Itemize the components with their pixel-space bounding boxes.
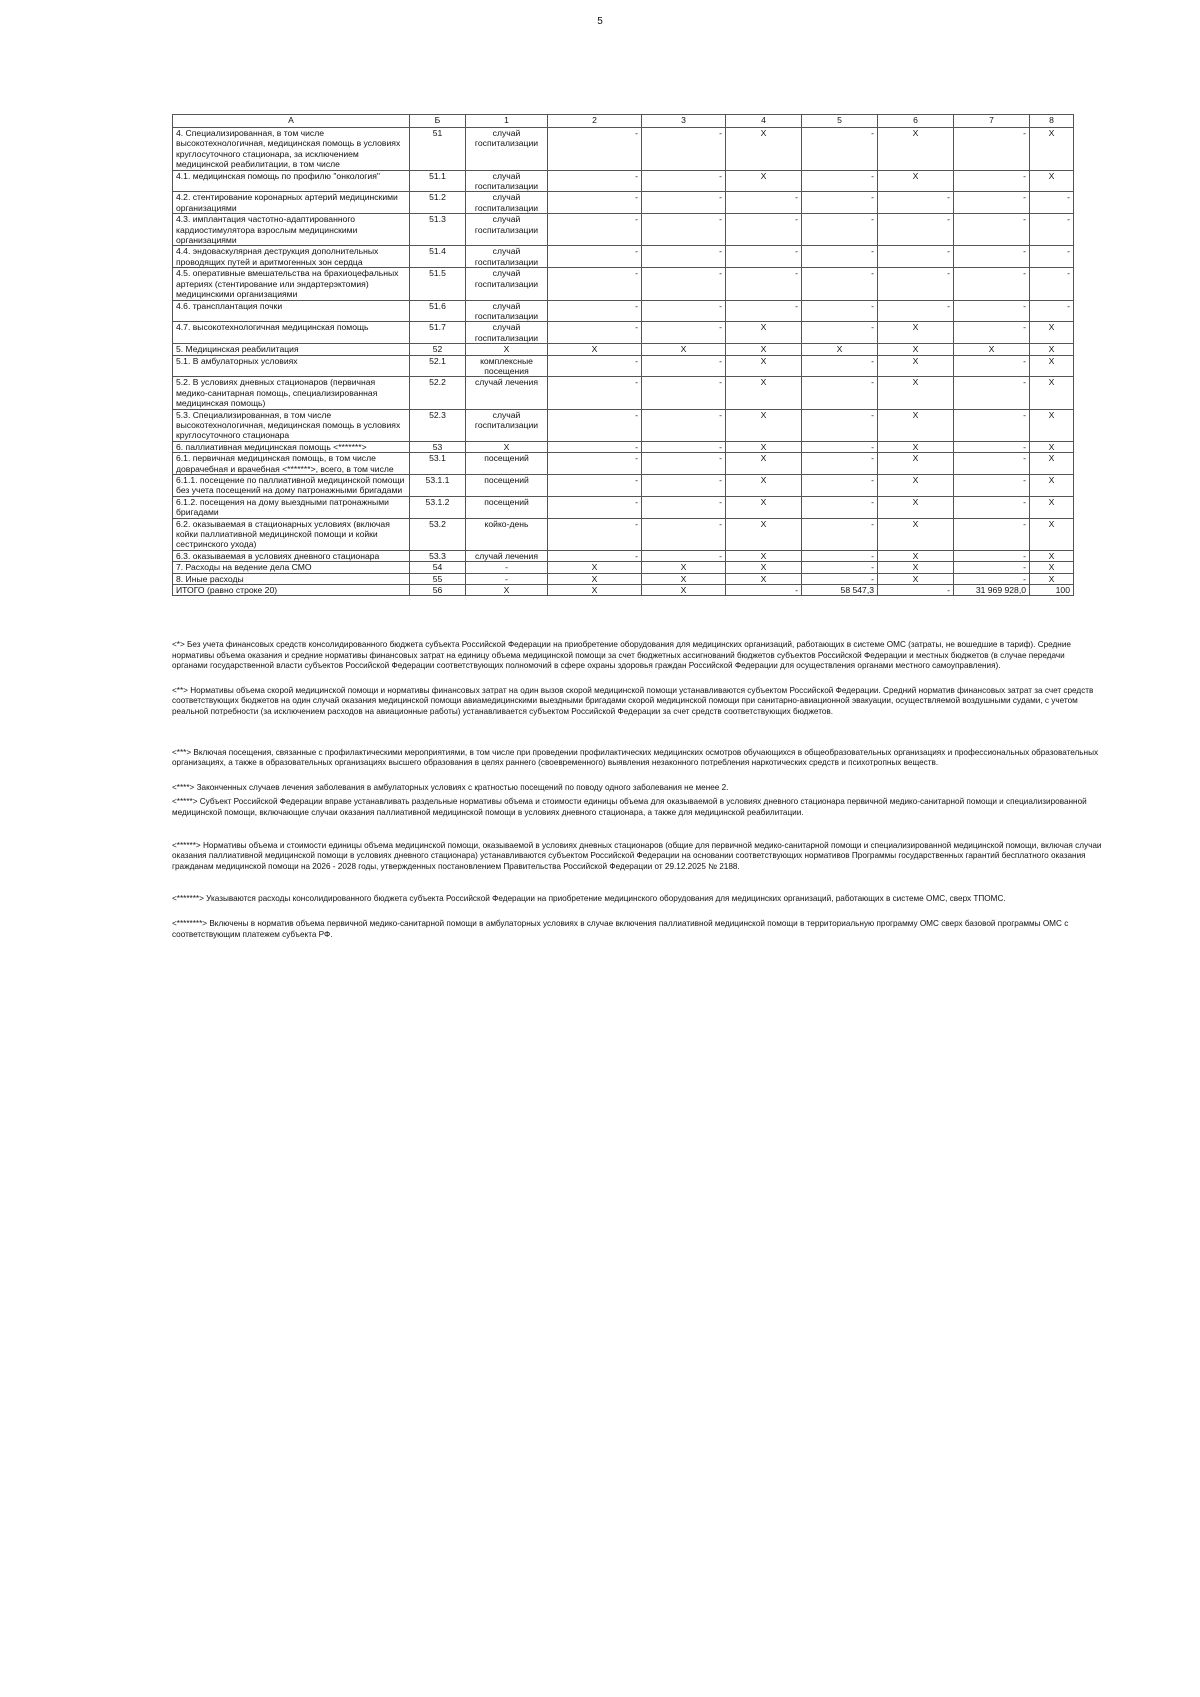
table-cell-code: 53.1.1 <box>410 475 466 497</box>
table-cell-code: 52 <box>410 344 466 355</box>
table-cell-c3: - <box>642 453 726 475</box>
table-cell-c3: - <box>642 322 726 344</box>
table-cell-code: 53.2 <box>410 518 466 550</box>
table-cell-c4: X <box>726 355 802 377</box>
footnote: <*****> Субъект Российской Федерации вправе устанавливать раздельные нормативы объема и стоимости единицы объема для оказываемой в условиях дневного стационара первичной медико-санитарной помощи и специализированной медицинской помощи, включающие случаи оказания паллиативной медицинской помощи в условиях дневного стационара, а также для медицинской реабилитации. <box>172 797 1087 817</box>
table-cell-c2: - <box>548 214 642 246</box>
table-cell-c3: - <box>642 441 726 452</box>
table-cell-c6: X <box>878 475 954 497</box>
table-cell-c8: X <box>1030 344 1074 355</box>
table-cell-c8: X <box>1030 128 1074 171</box>
table-row <box>173 192 1074 214</box>
table-cell-c7: - <box>954 441 1030 452</box>
table-cell-c5: - <box>802 453 878 475</box>
table-cell-c8: 100 <box>1030 585 1074 596</box>
table-cell-name: 4.5. оперативные вмешательства на брахиоцефальных артериях (стентирование или эндартерэктомия) медицинскими организациями <box>173 268 410 300</box>
table-row <box>173 496 1074 518</box>
table-cell-c3: - <box>642 496 726 518</box>
table-cell-c6: - <box>878 192 954 214</box>
table-cell-name: 6.1.2. посещения на дому выездными патронажными бригадами <box>173 496 410 518</box>
table-cell-c5: - <box>802 475 878 497</box>
table-cell-c2: - <box>548 453 642 475</box>
table-cell-c3: - <box>642 128 726 171</box>
table-cell-code: 51.5 <box>410 268 466 300</box>
table-cell-c7: - <box>954 550 1030 561</box>
table-cell-unit: посещений <box>466 475 548 497</box>
table-cell-c4: X <box>726 562 802 573</box>
table-cell-unit: случай госпитализации <box>466 268 548 300</box>
table-cell-c8: X <box>1030 550 1074 561</box>
table-cell-unit: случай госпитализации <box>466 192 548 214</box>
column-header: 1 <box>466 115 548 128</box>
table-cell-c2: - <box>548 496 642 518</box>
column-header: 7 <box>954 115 1030 128</box>
table-cell-c7: - <box>954 300 1030 322</box>
table-cell-c2: X <box>548 562 642 573</box>
table-cell-unit: - <box>466 562 548 573</box>
table-cell-c5: - <box>802 441 878 452</box>
table-cell-code: 52.2 <box>410 377 466 409</box>
table-cell-c5: - <box>802 518 878 550</box>
footnote: <****> Законченных случаев лечения заболевания в амбулаторных условиях с кратностью посещений по поводу одного заболевания не менее 2. <box>172 782 729 792</box>
column-header: Б <box>410 115 466 128</box>
table-cell-c6: - <box>878 268 954 300</box>
table-body <box>173 128 1074 596</box>
table-cell-c8: X <box>1030 475 1074 497</box>
table-cell-c3: - <box>642 409 726 441</box>
table-cell-c2: X <box>548 585 642 596</box>
table-cell-name: 5. Медицинская реабилитация <box>173 344 410 355</box>
table-cell-unit: случай лечения <box>466 550 548 561</box>
table-cell-c7: - <box>954 562 1030 573</box>
table-cell-code: 54 <box>410 562 466 573</box>
table-cell-c8: X <box>1030 322 1074 344</box>
table-cell-c3: X <box>642 344 726 355</box>
table-cell-c8: X <box>1030 518 1074 550</box>
table-cell-c5: - <box>802 214 878 246</box>
table-cell-c8: - <box>1030 192 1074 214</box>
table-row <box>173 246 1074 268</box>
table-cell-unit: случай госпитализации <box>466 300 548 322</box>
table-cell-unit: случай госпитализации <box>466 214 548 246</box>
table-cell-c8: X <box>1030 496 1074 518</box>
footnote: <********> Включены в норматив объема первичной медико-санитарной помощи в амбулаторных условиях в случае включения паллиативной медицинской помощи в территориальную программу ОМС сверх базовой программы ОМС с соответствующим платежем субъекта РФ. <box>172 918 1069 939</box>
table-cell-unit: - <box>466 573 548 584</box>
table-cell-code: 51 <box>410 128 466 171</box>
table-cell-c5: - <box>802 170 878 192</box>
table-row <box>173 441 1074 452</box>
column-header: 6 <box>878 115 954 128</box>
table-cell-c5: - <box>802 573 878 584</box>
table-cell-code: 56 <box>410 585 466 596</box>
footnote: <*> Без учета финансовых средств консолидированного бюджета субъекта Российской Федерации на приобретение оборудования для медицинских организаций, работающих в системе ОМС (затраты, не вошедшие в тариф). Средние нормативы объема оказания и средние нормативы финансовых затрат на единицу объема медицинской помощи за счет бюджетных ассигнований бюджетов субъектов Российской Федерации и местных бюджетов (в случае передачи органами государственной власти субъектов Российской Федерации соответствующих полномочий в сфере охраны здоровья граждан Российской Федерации для осуществления органами местного самоуправления). <box>172 640 1071 671</box>
table-cell-name: 5.2. В условиях дневных стационаров (первичная медико-санитарная помощь, специализированная медицинская помощь) <box>173 377 410 409</box>
table-cell-unit: X <box>466 441 548 452</box>
table-cell-c4: X <box>726 322 802 344</box>
table-cell-c7: - <box>954 475 1030 497</box>
table-cell-name: 8. Иные расходы <box>173 573 410 584</box>
table-cell-name: 6.2. оказываемая в стационарных условиях (включая койки паллиативной медицинской помощи и койки сестринского ухода) <box>173 518 410 550</box>
table-cell-c5: 58 547,3 <box>802 585 878 596</box>
normatives-table <box>172 114 1074 596</box>
table-cell-c6: X <box>878 409 954 441</box>
table-cell-c7: X <box>954 344 1030 355</box>
table-cell-c4: X <box>726 518 802 550</box>
table-cell-c7: - <box>954 246 1030 268</box>
table-cell-c3: - <box>642 214 726 246</box>
table-cell-unit: случай госпитализации <box>466 409 548 441</box>
table-cell-c2: X <box>548 344 642 355</box>
table-row <box>173 573 1074 584</box>
table-cell-code: 51.6 <box>410 300 466 322</box>
table-cell-code: 51.2 <box>410 192 466 214</box>
table-cell-c2: - <box>548 409 642 441</box>
table-cell-c2: - <box>548 475 642 497</box>
table-cell-c4: - <box>726 268 802 300</box>
table-cell-c6: X <box>878 128 954 171</box>
table-cell-c6: X <box>878 453 954 475</box>
table-cell-unit: X <box>466 344 548 355</box>
table-cell-c8: X <box>1030 441 1074 452</box>
table-cell-code: 53 <box>410 441 466 452</box>
table-cell-c6: - <box>878 246 954 268</box>
table-cell-c7: - <box>954 355 1030 377</box>
table-cell-c5: - <box>802 322 878 344</box>
table-cell-name: 6.1. первичная медицинская помощь, в том числе доврачебная и врачебная <*******>, всего, в том числе <box>173 453 410 475</box>
table-cell-unit: комплексные посещения <box>466 355 548 377</box>
table-cell-name: 4.2. стентирование коронарных артерий медицинскими организациями <box>173 192 410 214</box>
table-cell-name: 4.7. высокотехнологичная медицинская помощь <box>173 322 410 344</box>
table-cell-c5: - <box>802 496 878 518</box>
table-cell-unit: посещений <box>466 496 548 518</box>
table-cell-c4: X <box>726 344 802 355</box>
table-cell-c6: X <box>878 170 954 192</box>
table-row <box>173 562 1074 573</box>
table-cell-c5: X <box>802 344 878 355</box>
table-cell-code: 53.3 <box>410 550 466 561</box>
table-cell-c3: X <box>642 585 726 596</box>
table-cell-c4: - <box>726 300 802 322</box>
table-cell-c2: - <box>548 377 642 409</box>
table-cell-c2: - <box>548 246 642 268</box>
table-cell-unit: посещений <box>466 453 548 475</box>
table-cell-c3: - <box>642 475 726 497</box>
table-cell-c8: X <box>1030 562 1074 573</box>
table-cell-name: ИТОГО (равно строке 20) <box>173 585 410 596</box>
table-cell-c7: - <box>954 518 1030 550</box>
table-cell-c4: X <box>726 377 802 409</box>
table-cell-name: 5.3. Специализированная, в том числе высокотехнологичная, медицинская помощь в условиях круглосуточного стационара <box>173 409 410 441</box>
table-cell-c6: - <box>878 300 954 322</box>
table-cell-c4: - <box>726 214 802 246</box>
table-cell-c5: - <box>802 355 878 377</box>
table-cell-name: 7. Расходы на ведение дела СМО <box>173 562 410 573</box>
table-cell-c5: - <box>802 268 878 300</box>
table-cell-c6: X <box>878 518 954 550</box>
table-cell-c3: - <box>642 377 726 409</box>
table-cell-name: 6.1.1. посещение по паллиативной медицинской помощи без учета посещений на дому патронажными бригадами <box>173 475 410 497</box>
table-cell-c8: X <box>1030 377 1074 409</box>
table-cell-c3: - <box>642 355 726 377</box>
table-cell-name: 4.1. медицинская помощь по профилю "онкология" <box>173 170 410 192</box>
column-header: 5 <box>802 115 878 128</box>
table-cell-code: 53.1 <box>410 453 466 475</box>
table-cell-code: 51.1 <box>410 170 466 192</box>
table-row <box>173 475 1074 497</box>
table-cell-c7: - <box>954 409 1030 441</box>
table-row <box>173 409 1074 441</box>
table-cell-c5: - <box>802 246 878 268</box>
table-row <box>173 128 1074 171</box>
column-header: 3 <box>642 115 726 128</box>
table-cell-code: 53.1.2 <box>410 496 466 518</box>
table-cell-code: 51.4 <box>410 246 466 268</box>
table-cell-c7: 31 969 928,0 <box>954 585 1030 596</box>
table-cell-c8: X <box>1030 573 1074 584</box>
table-cell-c7: - <box>954 573 1030 584</box>
table-cell-c6: X <box>878 322 954 344</box>
table-header-row <box>173 115 1074 128</box>
table-cell-unit: случай госпитализации <box>466 246 548 268</box>
table-row <box>173 268 1074 300</box>
table-cell-name: 6. паллиативная медицинская помощь <*******> <box>173 441 410 452</box>
table-cell-c4: - <box>726 246 802 268</box>
table-row <box>173 550 1074 561</box>
table-cell-name: 5.1. В амбулаторных условиях <box>173 355 410 377</box>
table-cell-code: 51.7 <box>410 322 466 344</box>
table-row <box>173 585 1074 596</box>
table-cell-c4: - <box>726 585 802 596</box>
table-cell-c4: X <box>726 496 802 518</box>
footnote: <*******> Указываются расходы консолидированного бюджета субъекта Российской Федерации на приобретение медицинского оборудования для медицинских организаций, работающих в системе ОМС, сверх ТПОМС. <box>172 894 1006 904</box>
table-cell-c4: X <box>726 409 802 441</box>
table-cell-c3: - <box>642 192 726 214</box>
footnote: <***> Включая посещения, связанные с профилактическими мероприятиями, в том числе при проведении профилактических медицинских осмотров обучающихся в общеобразовательных организациях и профессиональных образовательных организациях, а также в образовательных организациях высшего образования в целях раннего (своевременного) выявления незаконного потребления наркотических средств и психотропных веществ. <box>172 747 1099 768</box>
table-cell-code: 51.3 <box>410 214 466 246</box>
table-cell-c4: - <box>726 192 802 214</box>
table-cell-c8: - <box>1030 268 1074 300</box>
table-cell-c2: - <box>548 300 642 322</box>
table-cell-c6: X <box>878 344 954 355</box>
table-cell-c7: - <box>954 322 1030 344</box>
table-cell-c2: - <box>548 128 642 171</box>
table-cell-c8: X <box>1030 409 1074 441</box>
table-cell-c6: X <box>878 377 954 409</box>
table-cell-c4: X <box>726 453 802 475</box>
table-cell-code: 55 <box>410 573 466 584</box>
table-row <box>173 518 1074 550</box>
table-cell-c3: - <box>642 550 726 561</box>
table-row <box>173 377 1074 409</box>
table-cell-name: 4.6. трансплантация почки <box>173 300 410 322</box>
table-cell-c5: - <box>802 192 878 214</box>
page-number: 5 <box>597 16 603 27</box>
table-cell-c2: - <box>548 550 642 561</box>
table-cell-c2: - <box>548 355 642 377</box>
table-cell-c3: - <box>642 518 726 550</box>
column-header: 8 <box>1030 115 1074 128</box>
table-cell-unit: случай госпитализации <box>466 322 548 344</box>
table-cell-c8: X <box>1030 355 1074 377</box>
table-cell-c7: - <box>954 453 1030 475</box>
table-cell-c6: X <box>878 441 954 452</box>
table-cell-c6: - <box>878 585 954 596</box>
table-cell-c7: - <box>954 128 1030 171</box>
table-cell-c3: - <box>642 268 726 300</box>
table-cell-c2: - <box>548 192 642 214</box>
table-cell-c3: X <box>642 573 726 584</box>
table-cell-c6: X <box>878 550 954 561</box>
table-cell-c8: - <box>1030 246 1074 268</box>
table-cell-c5: - <box>802 550 878 561</box>
table-cell-c3: - <box>642 246 726 268</box>
table-cell-c5: - <box>802 300 878 322</box>
table-cell-c4: X <box>726 441 802 452</box>
table-cell-c3: X <box>642 562 726 573</box>
table-cell-c5: - <box>802 409 878 441</box>
table-cell-c6: X <box>878 562 954 573</box>
table-cell-c6: X <box>878 355 954 377</box>
table-cell-c3: - <box>642 170 726 192</box>
table-cell-c7: - <box>954 496 1030 518</box>
table-cell-name: 4.4. эндоваскулярная деструкция дополнительных проводящих путей и аритмогенных зон сердца <box>173 246 410 268</box>
table-cell-c3: - <box>642 300 726 322</box>
table-cell-c2: - <box>548 518 642 550</box>
table-cell-code: 52.3 <box>410 409 466 441</box>
table-cell-c7: - <box>954 170 1030 192</box>
table-cell-c8: - <box>1030 300 1074 322</box>
table-cell-c7: - <box>954 268 1030 300</box>
table-row <box>173 170 1074 192</box>
table-cell-c2: - <box>548 268 642 300</box>
table-cell-c4: X <box>726 475 802 497</box>
table-cell-c4: X <box>726 128 802 171</box>
table-row <box>173 355 1074 377</box>
table-row <box>173 344 1074 355</box>
table-cell-c6: X <box>878 496 954 518</box>
table-row <box>173 453 1074 475</box>
table-cell-c8: X <box>1030 453 1074 475</box>
table-row <box>173 300 1074 322</box>
table-cell-unit: случай лечения <box>466 377 548 409</box>
table-cell-name: 4.3. имплантация частотно-адаптированного кардиостимулятора взрослым медицинскими организациями <box>173 214 410 246</box>
table-cell-name: 4. Специализированная, в том числе высокотехнологичная, медицинская помощь в условиях круглосуточного стационара, за исключением медицинской реабилитации, в том числе <box>173 128 410 171</box>
footnote: <**> Нормативы объема скорой медицинской помощи и нормативы финансовых затрат на один вызов скорой медицинской помощи устанавливаются субъектом Российской Федерации. Средний норматив финансовых затрат за счет средств соответствующих бюджетов на один случай оказания медицинской помощи авиамедицинскими выездными бригадами скорой медицинской помощи при санитарно-авиационной эвакуации, осуществляемой воздушными судами, с учетом реальной потребности (за исключением расходов на авиационные работы) устанавливается субъектом Российской Федерации за счет средств соответствующих бюджетов. <box>172 685 1094 716</box>
table-cell-c8: X <box>1030 170 1074 192</box>
table-cell-c2: - <box>548 441 642 452</box>
column-header: 2 <box>548 115 642 128</box>
table-cell-c4: X <box>726 573 802 584</box>
table-cell-unit: X <box>466 585 548 596</box>
table-cell-code: 52.1 <box>410 355 466 377</box>
table-row <box>173 322 1074 344</box>
table-cell-c2: - <box>548 322 642 344</box>
table-cell-c5: - <box>802 128 878 171</box>
table-cell-c7: - <box>954 377 1030 409</box>
table-cell-c4: X <box>726 170 802 192</box>
table-cell-unit: койко-день <box>466 518 548 550</box>
table-cell-c6: X <box>878 573 954 584</box>
footnote: <******> Нормативы объема и стоимости единицы объема медицинской помощи, оказываемой в условиях дневных стационаров (общие для первичной медико-санитарной помощи и специализированной медицинской помощи, включая случаи оказания паллиативной медицинской помощи в условиях дневного стационара) устанавливаются субъектом Российской Федерации на основании соответствующих нормативов Программы государственных гарантий бесплатного оказания гражданам медицинской помощи на 2026 - 2028 годы, утвержденных постановлением Правительства Российской Федерации от 29.12.2025 № 2188. <box>172 840 1102 871</box>
table-cell-unit: случай госпитализации <box>466 170 548 192</box>
table-cell-name: 6.3. оказываемая в условиях дневного стационара <box>173 550 410 561</box>
table-cell-c5: - <box>802 377 878 409</box>
table-cell-c7: - <box>954 192 1030 214</box>
table-row <box>173 214 1074 246</box>
table-cell-c2: X <box>548 573 642 584</box>
column-header: 4 <box>726 115 802 128</box>
table-cell-c6: - <box>878 214 954 246</box>
table-cell-c8: - <box>1030 214 1074 246</box>
column-header: А <box>173 115 410 128</box>
table-cell-c5: - <box>802 562 878 573</box>
table-cell-c4: X <box>726 550 802 561</box>
table-cell-c7: - <box>954 214 1030 246</box>
footnotes <box>172 640 1102 940</box>
table-cell-unit: случай госпитализации <box>466 128 548 171</box>
table-cell-c2: - <box>548 170 642 192</box>
